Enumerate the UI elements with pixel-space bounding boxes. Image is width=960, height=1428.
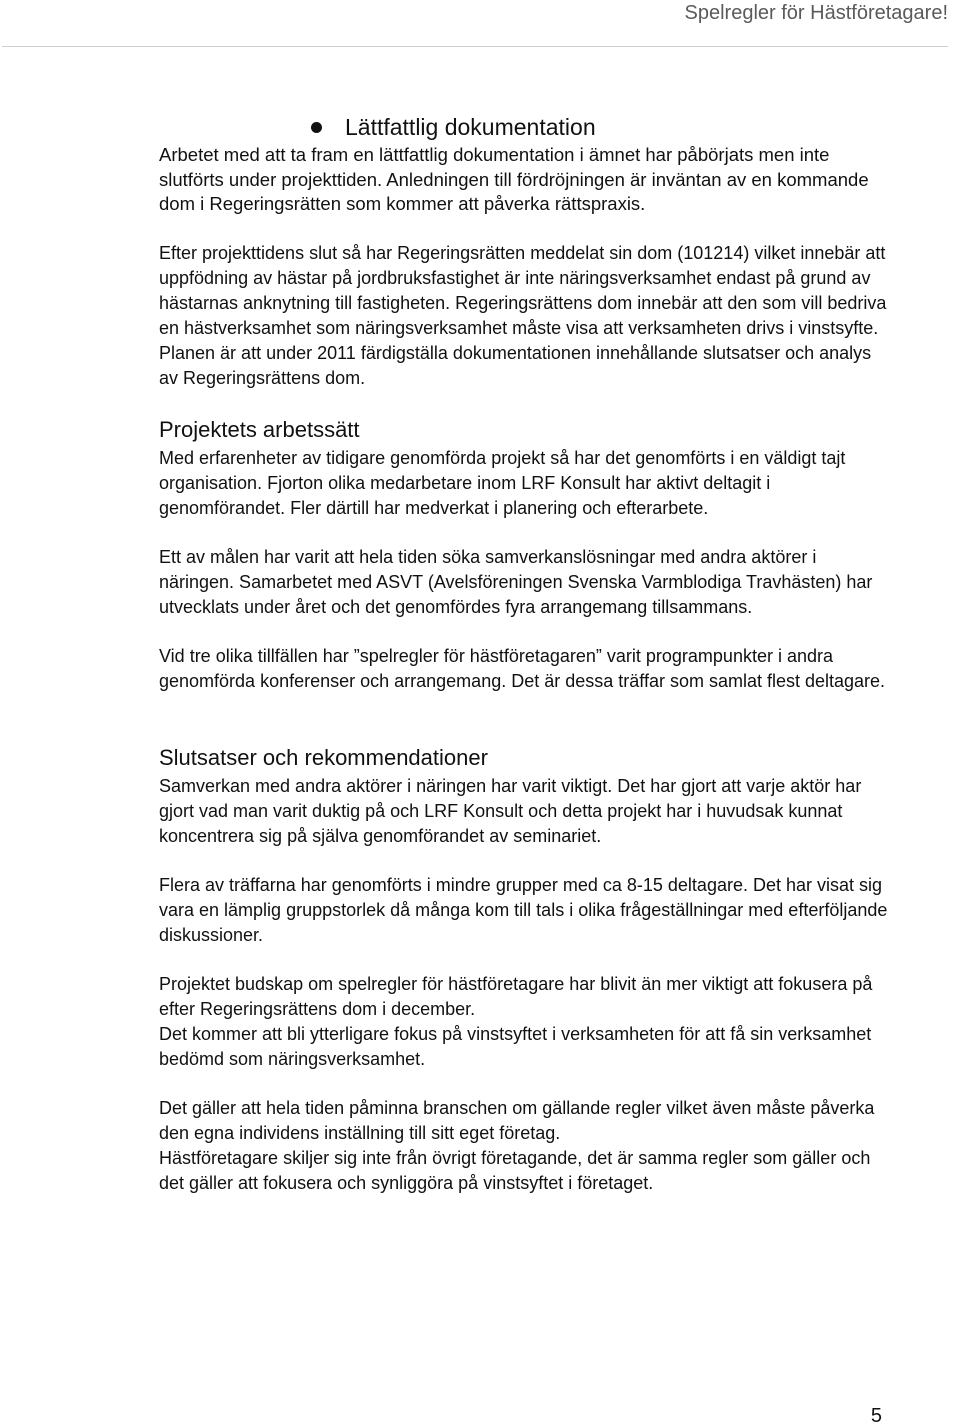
header-divider xyxy=(2,46,948,47)
section-heading: Slutsatser och rekommendationer xyxy=(159,744,488,770)
section-heading: Projektets arbetssätt xyxy=(159,416,360,442)
paragraph: Vid tre olika tillfällen har ”spelregler för hästföretagaren” varit programpunkter i andra genomförda konferenser och arrangemang. Det är dessa träffar som samlat flest deltagare. xyxy=(159,645,886,691)
paragraph: Flera av träffarna har genomförts i mindre grupper med ca 8-15 deltagare. Det har visat sig vara en lämplig gruppstorlek då många kom till tals i olika frågeställningar med efterföljande diskussioner. xyxy=(159,874,888,945)
page-number: 5 xyxy=(870,1405,882,1427)
paragraph: Med erfarenheter av tidigare genomförda projekt så har det genomförts i en väldigt tajt organisation. Fjorton olika medarbetare inom LRF Konsult har aktivt deltagit i genomförandet. Fler därtill har medverkat i planering och efterarbete. xyxy=(159,447,846,518)
document-body xyxy=(159,113,889,1196)
paragraph: Det gäller att hela tiden påminna branschen om gällande regler vilket även måste påverka den egna individens inställning till sitt eget företag. xyxy=(159,1097,875,1143)
paragraph: Hästföretagare skiljer sig inte från övrigt företagande, det är samma regler som gäller och det gäller att fokusera och synliggöra på vinstsyftet i företaget. xyxy=(159,1147,871,1193)
paragraph: Efter projekttidens slut så har Regeringsrätten meddelat sin dom (101214) vilket innebär att uppfödning av hästar på jordbruksfastighet är inte näringsverksamhet endast på grund av hästarnas anknytning till fastigheten. Regeringsrättens dom innebär att den som vill bedriva en hästverksamhet som näringsverksamhet måste visa att verksamheten drivs i vinstsyfte. Planen är att under 2011 färdigställa dokumentationen innehållande slutsatser och analys av Regeringsrättens dom. xyxy=(159,242,887,388)
page-header xyxy=(0,0,960,48)
paragraph: Det kommer att bli ytterligare fokus på vinstsyftet i verksamheten för att få sin verksamhet bedömd som näringsverksamhet. xyxy=(159,1023,872,1069)
section-heading: Lättfattlig dokumentation xyxy=(345,114,596,140)
paragraph: Arbetet med att ta fram en lättfattlig dokumentation i ämnet har påbörjats men inte slutförts under projekttiden. Anledningen till fördröjningen är inväntan av en kommande dom i Regeringsrätten som kommer att påverka rättspraxis. xyxy=(159,144,869,214)
paragraph: Projektet budskap om spelregler för hästföretagare har blivit än mer viktigt att fokusera på efter Regeringsrättens dom i december. xyxy=(159,973,873,1019)
paragraph: Samverkan med andra aktörer i näringen har varit viktigt. Det har gjort att varje aktör har gjort vad man varit duktig på och LRF Konsult och detta projekt har i huvudsak kunnat koncentrera sig på själva genomförandet av seminariet. xyxy=(159,775,862,846)
paragraph: Ett av målen har varit att hela tiden söka samverkanslösningar med andra aktörer i näringen. Samarbetet med ASVT (Avelsföreningen Svenska Varmblodiga Travhästen) har utvecklats under året och det genomfördes fyra arrangemang tillsammans. xyxy=(159,546,873,617)
bullet-icon xyxy=(311,122,322,133)
header-title: Spelregler för Hästföretagare! xyxy=(684,2,948,24)
bullet-heading-lattfattlig xyxy=(159,113,889,141)
